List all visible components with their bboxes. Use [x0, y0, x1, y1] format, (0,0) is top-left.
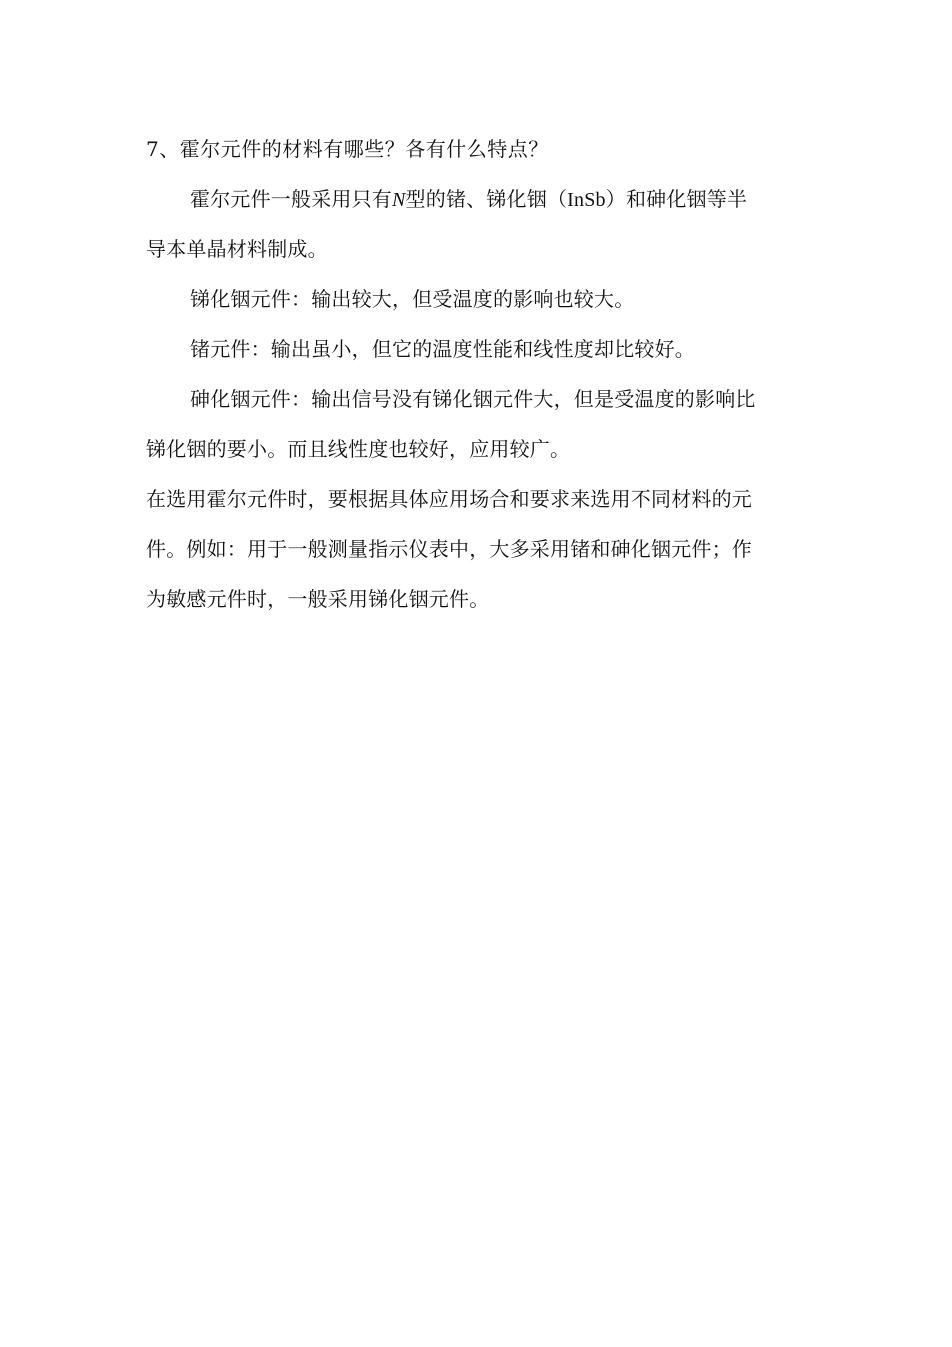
intro-text-2: 型的锗、锑化铟（ [405, 187, 568, 211]
n-type-symbol: N [392, 189, 406, 211]
question-heading: 7、霍尔元件的材料有哪些？各有什么特点？ [146, 137, 549, 161]
selection-line-3: 为敏感元件时，一般采用锑化铟元件。 [146, 587, 490, 611]
document-body [146, 124, 811, 624]
ge-element-description: 锗元件：输出虽小，但它的温度性能和线性度却比较好。 [190, 337, 695, 361]
intro-text-3: ）和砷化铟等半 [605, 187, 748, 211]
intro-text-1: 霍尔元件一般采用只有 [190, 187, 392, 211]
insb-element-description: 锑化铟元件：输出较大，但受温度的影响也较大。 [190, 287, 635, 311]
intro-paragraph-line-2: 导本单晶材料制成。 [146, 237, 328, 261]
inas-element-line-1: 砷化铟元件：输出信号没有锑化铟元件大，但是受温度的影响比 [190, 387, 756, 411]
selection-line-1: 在选用霍尔元件时，要根据具体应用场合和要求来选用不同材料的元 [146, 487, 752, 511]
insb-formula: InSb [567, 189, 606, 211]
selection-line-2: 件。例如：用于一般测量指示仪表中，大多采用锗和砷化铟元件；作 [146, 537, 752, 561]
intro-paragraph-line-1 [146, 174, 811, 224]
inas-element-line-2: 锑化铟的要小。而且线性度也较好，应用较广。 [146, 437, 571, 461]
